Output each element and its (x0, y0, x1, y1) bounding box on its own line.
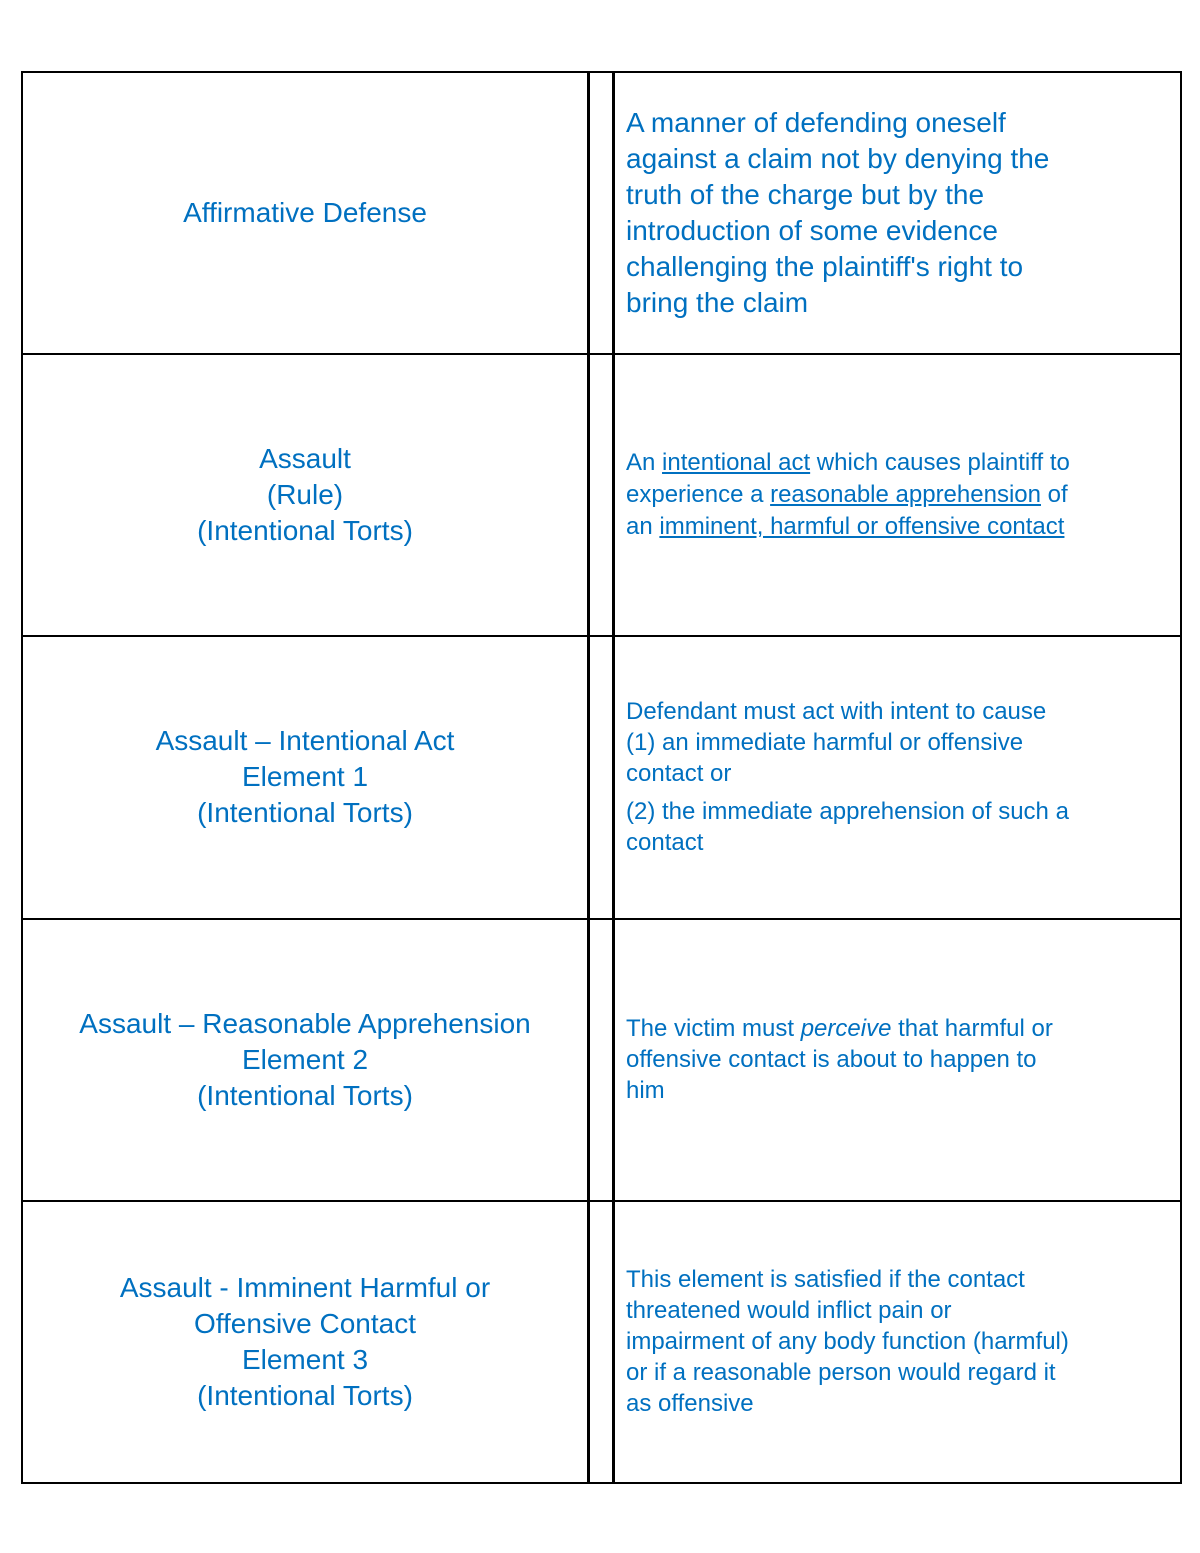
term-line: (Intentional Torts) (197, 1379, 413, 1411)
definition-line: truth of the charge but by the (626, 179, 985, 211)
flashcard-row (22, 1201, 1181, 1483)
definition-cell (614, 919, 1182, 1201)
definition-text: of (1040, 481, 1068, 509)
fold-divider (589, 72, 614, 354)
term-line: Assault – Intentional Act (155, 725, 455, 757)
term-line: Assault – Reasonable Apprehension (79, 1007, 531, 1039)
term-line: Element 3 (241, 1343, 369, 1375)
term-line: (Intentional Torts) (197, 515, 413, 547)
definition-cell (614, 636, 1182, 918)
definition-line: contact (626, 829, 704, 857)
definition-line: bring the claim (626, 287, 809, 319)
term-line: Affirmative Defense (183, 197, 427, 229)
definition-line (626, 447, 1168, 479)
flashcard-row (22, 636, 1181, 918)
term-line: Offensive Contact (193, 1307, 417, 1339)
definition-line: impairment of any body function (harmful) (626, 1328, 1069, 1356)
underlined-term: intentional act (662, 449, 811, 477)
fold-divider (589, 919, 614, 1201)
definition-line: threatened would inflict pain or (626, 1297, 952, 1325)
definition-cell (614, 1201, 1182, 1483)
term-line: (Intentional Torts) (197, 1079, 413, 1111)
definition-cell (614, 354, 1182, 636)
definition-line (626, 511, 1168, 543)
definition-line: introduction of some evidence (626, 215, 998, 247)
underlined-term: imminent, harmful or offensive contact (659, 513, 1065, 541)
flashcard-row (22, 919, 1181, 1201)
definition-cell (614, 72, 1182, 354)
definition-text: experience a (626, 481, 771, 509)
flashcard-row (22, 72, 1181, 354)
flashcard-table (21, 71, 1182, 1484)
fold-divider (589, 354, 614, 636)
term-line: Element 2 (241, 1043, 369, 1075)
definition-line: This element is satisfied if the contact (626, 1266, 1025, 1294)
fold-divider (589, 1201, 614, 1483)
term-cell (22, 919, 589, 1201)
definition-line (626, 1013, 1168, 1044)
definition-line: offensive contact is about to happen to (626, 1046, 1037, 1074)
definition-text: The victim must (626, 1015, 801, 1043)
italic-term: perceive (800, 1015, 892, 1043)
definition-text: an (626, 513, 660, 541)
definition-line (626, 479, 1168, 511)
term-line: Assault (259, 443, 351, 475)
definition-line: A manner of defending oneself (626, 107, 1006, 139)
fold-divider (589, 636, 614, 918)
definition-line: as offensive (626, 1390, 754, 1418)
definition-line: him (626, 1077, 665, 1105)
flashcard-row (22, 354, 1181, 636)
underlined-term: reasonable apprehension (770, 481, 1041, 509)
definition-line: Defendant must act with intent to cause (626, 698, 1047, 726)
term-line: (Rule) (266, 479, 344, 511)
term-cell (22, 354, 589, 636)
term-line: Assault - Imminent Harmful or (119, 1271, 491, 1303)
definition-line: (2) the immediate apprehension of such a (626, 798, 1069, 826)
definition-line: challenging the plaintiff's right to (626, 251, 1024, 283)
definition-text: An (626, 449, 663, 477)
definition-line: or if a reasonable person would regard it (626, 1359, 1056, 1387)
definition-line: (1) an immediate harmful or offensive (626, 729, 1024, 757)
term-line: Element 1 (241, 761, 369, 793)
definition-text: that harmful or (891, 1015, 1053, 1043)
definition-line: contact or (626, 760, 732, 788)
term-cell (22, 1201, 589, 1483)
term-cell (22, 636, 589, 918)
term-line: (Intentional Torts) (197, 797, 413, 829)
definition-text: which causes plaintiff to (810, 449, 1070, 477)
term-cell (22, 72, 589, 354)
definition-line: against a claim not by denying the (626, 143, 1050, 175)
